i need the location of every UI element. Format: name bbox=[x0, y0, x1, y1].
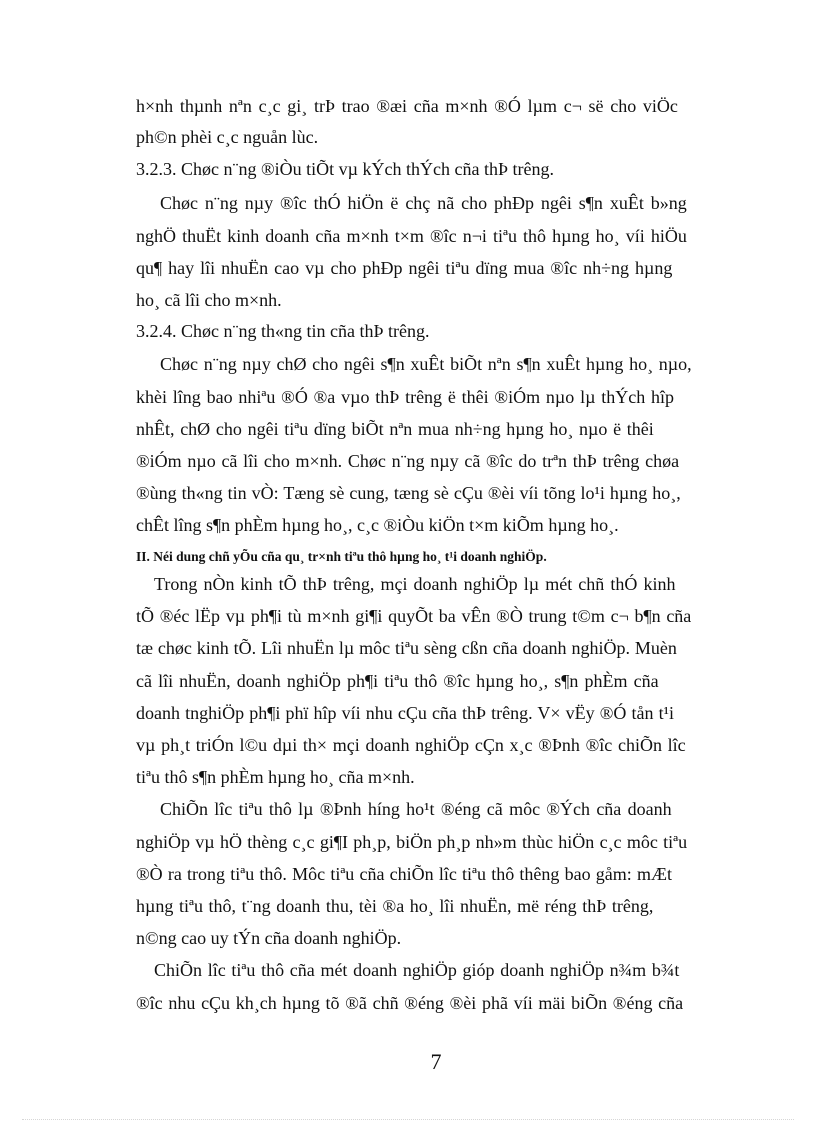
text-line-11: nhÊt, chØ cho ngêi tiªu dïng biÕt nªn mua nh÷ng hµng ho¸ nµo ë thêi bbox=[136, 419, 654, 439]
text-line-19: cã lîi nhuËn, doanh nghiÖp ph¶i tiªu thô ®îc hµng ho¸, s¶n phÈm cña bbox=[136, 671, 659, 691]
text-line-2: ph©n phèi c¸c nguån lùc. bbox=[136, 127, 319, 147]
text-line-29: ®îc nhu cÇu kh¸ch hµng tõ ®ã chñ ®éng ®èi phã víi mäi biÕn ®éng cña bbox=[136, 993, 684, 1013]
section-heading-3-2-4: 3.2.4. Chøc n¨ng th«ng tin cña thÞ trêng. bbox=[136, 321, 430, 341]
text-line-13: ®ùng th«ng tin vÒ: Tæng sè cung, tæng sè cÇu ®èi víi tõng lo¹i hµng ho¸, bbox=[136, 483, 681, 503]
text-line-24: nghiÖp vµ hÖ thèng c¸c gi¶I ph¸p, biÖn ph¸p nh»m thùc hiÖn c¸c môc tiªu bbox=[136, 832, 688, 852]
text-line-5: nghÖ thuËt kinh doanh cña m×nh t×m ®îc n¬i tiªu thô hµng ho¸ víi hiÖu bbox=[136, 226, 687, 246]
text-line-1: h×nh thµnh nªn c¸c gi¸ trÞ trao ®æi cña m×nh ®Ó lµm c¬ së cho viÖc bbox=[136, 96, 678, 116]
text-line-25: ®Ò ra trong tiªu thô. Môc tiªu cña chiÕn lîc tiªu thô thêng bao gåm: mÆt bbox=[136, 864, 672, 884]
section-heading-3-2-3: 3.2.3. Chøc n¨ng ®iÒu tiÕt vµ kÝch thÝch cña thÞ trêng. bbox=[136, 159, 554, 179]
text-line-26: hµng tiªu thô, t¨ng doanh thu, tèi ®a ho¸ lîi nhuËn, më réng thÞ trêng, bbox=[136, 896, 654, 916]
text-line-16: Trong nÒn kinh tÕ thÞ trêng, mçi doanh nghiÖp lµ mét chñ thÓ kinh bbox=[154, 574, 676, 594]
text-line-18: tæ chøc kinh tÕ. Lîi nhuËn lµ môc tiªu sèng cßn cña doanh nghiÖp. Muèn bbox=[136, 638, 677, 658]
text-line-12: ®iÓm nµo cã lîi cho m×nh. Chøc n¨ng nµy cã ®îc do trªn thÞ trêng chøa bbox=[136, 451, 680, 471]
page-bottom-dotted-rule bbox=[22, 1119, 794, 1120]
text-line-4: Chøc n¨ng nµy ®îc thÓ hiÖn ë chç nã cho phÐp ngêi s¶n xuÊt b»ng bbox=[160, 193, 687, 213]
page-number: 7 bbox=[430, 1049, 442, 1074]
section-heading-ii: II. Néi dung chñ yÕu cña qu¸ tr×nh tiªu thô hµng ho¸ t¹i doanh nghiÖp. bbox=[136, 549, 547, 564]
text-line-28: ChiÕn lîc tiªu thô cña mét doanh nghiÖp gióp doanh nghiÖp n¾m b¾t bbox=[154, 960, 680, 980]
text-line-27: n©ng cao uy tÝn cña doanh nghiÖp. bbox=[136, 928, 402, 948]
text-line-7: ho¸ cã lîi cho m×nh. bbox=[136, 290, 282, 310]
text-line-21: vµ ph¸t triÓn l©u dµi th× mçi doanh nghiÖp cÇn x¸c ®Þnh ®îc chiÕn lîc bbox=[136, 735, 686, 755]
text-line-23: ChiÕn lîc tiªu thô lµ ®Þnh híng ho¹t ®éng cã môc ®Ých cña doanh bbox=[160, 799, 672, 819]
text-line-10: khèi lîng bao nhiªu ®Ó ®a vµo thÞ trêng ë thêi ®iÓm nµo lµ thÝch hîp bbox=[136, 387, 675, 407]
text-line-22: tiªu thô s¶n phÈm hµng ho¸ cña m×nh. bbox=[136, 767, 415, 787]
text-line-20: doanh tnghiÖp ph¶i phï hîp víi nhu cÇu cña thÞ trêng. V× vËy ®Ó tån t¹i bbox=[136, 703, 675, 723]
text-line-6: qu¶ hay lîi nhuËn cao vµ cho phÐp ngêi tiªu dïng mua ®îc nh÷ng hµng bbox=[136, 258, 673, 278]
text-line-14: chÊt lîng s¶n phÈm hµng ho¸, c¸c ®iÒu kiÖn t×m kiÕm hµng ho¸. bbox=[136, 515, 619, 535]
text-line-9: Chøc n¨ng nµy chØ cho ngêi s¶n xuÊt biÕt nªn s¶n xuÊt hµng ho¸ nµo, bbox=[160, 354, 692, 374]
text-line-17: tÕ ®éc lËp vµ ph¶i tù m×nh gi¶i quyÕt ba vÊn ®Ò trung t©m c¬ b¶n cña bbox=[136, 606, 692, 626]
